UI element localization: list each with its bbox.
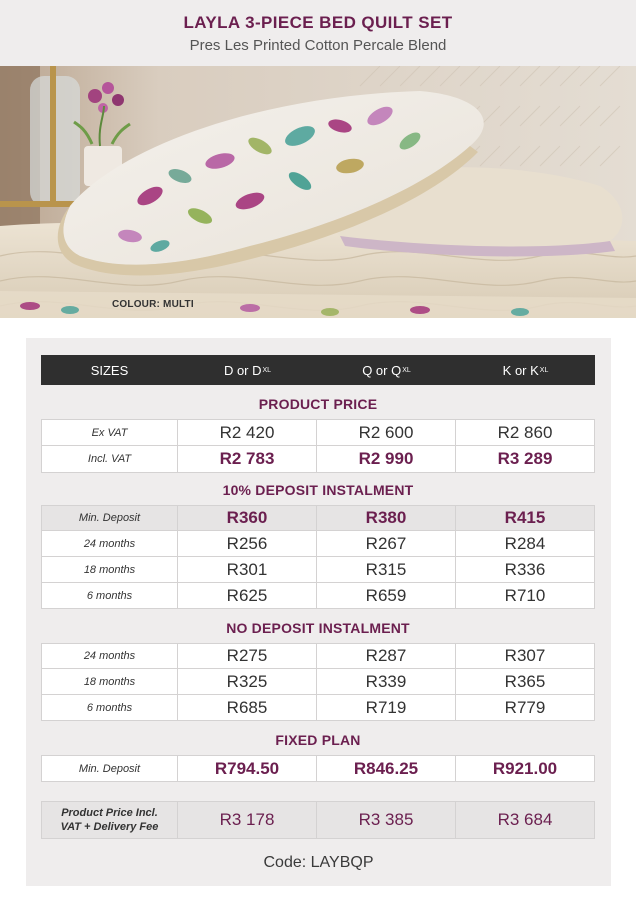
price-cell: R256: [178, 531, 317, 557]
row-label: Ex VAT: [41, 419, 178, 446]
row-label: 18 months: [41, 557, 178, 583]
price-cell: R3 385: [317, 801, 456, 839]
price-cell: R301: [178, 557, 317, 583]
price-cell: R2 420: [178, 419, 317, 446]
price-cell: R284: [456, 531, 595, 557]
price-cell: R307: [456, 643, 595, 669]
table-row: [41, 419, 595, 446]
colour-label: COLOUR: MULTI: [112, 299, 194, 310]
section-title-no-deposit: NO DEPOSIT INSTALMENT: [226, 620, 410, 636]
price-cell: R3 178: [178, 801, 317, 839]
price-cell: R3 289: [456, 446, 595, 473]
table-row-delivery: [41, 801, 595, 839]
product-photo: [0, 66, 636, 318]
section-title-fixed-plan: FIXED PLAN: [275, 732, 361, 748]
table-row: [41, 583, 595, 609]
price-cell: R287: [317, 643, 456, 669]
row-label: 24 months: [41, 643, 178, 669]
pricing-panel: [26, 338, 611, 886]
header-sizes: SIZES: [90, 362, 129, 378]
price-cell: R2 600: [317, 419, 456, 446]
product-code: Code: LAYBQP: [263, 854, 374, 871]
row-label: 6 months: [41, 583, 178, 609]
bedding-illustration: [0, 66, 636, 318]
table-row: [41, 505, 595, 531]
table-header: [41, 355, 595, 385]
row-label: 18 months: [41, 669, 178, 695]
row-label: Product Price Incl. VAT + Delivery Fee: [41, 801, 178, 839]
table-row: [41, 557, 595, 583]
price-cell: R779: [456, 695, 595, 721]
price-cell: R719: [317, 695, 456, 721]
row-label: 24 months: [41, 531, 178, 557]
price-cell: R336: [456, 557, 595, 583]
section-title-deposit-instalment: 10% DEPOSIT INSTALMENT: [222, 482, 414, 498]
price-cell: R267: [317, 531, 456, 557]
price-cell: R339: [317, 669, 456, 695]
table-row: [41, 643, 595, 669]
price-cell: R315: [317, 557, 456, 583]
price-cell: R275: [178, 643, 317, 669]
table-row: [41, 531, 595, 557]
product-subtitle: Pres Les Printed Cotton Percale Blend: [189, 37, 447, 54]
price-cell: R2 783: [178, 446, 317, 473]
row-label: Min. Deposit: [41, 755, 178, 782]
price-cell: R365: [456, 669, 595, 695]
header-size-k: K or K XL: [502, 362, 549, 378]
price-cell: R846.25: [317, 755, 456, 782]
price-cell: R360: [178, 505, 317, 531]
product-title: LAYLA 3-PIECE BED QUILT SET: [183, 13, 453, 32]
price-cell: R2 860: [456, 419, 595, 446]
price-cell: R2 990: [317, 446, 456, 473]
table-row: [41, 755, 595, 782]
section-title-product-price: PRODUCT PRICE: [258, 396, 378, 412]
table-row: [41, 446, 595, 473]
header-size-d: D or D XL: [223, 362, 272, 378]
price-cell: R659: [317, 583, 456, 609]
row-label: Incl. VAT: [41, 446, 178, 473]
price-cell: R3 684: [456, 801, 595, 839]
price-cell: R415: [456, 505, 595, 531]
page-header: [0, 0, 636, 66]
row-label: 6 months: [41, 695, 178, 721]
price-cell: R794.50: [178, 755, 317, 782]
table-row: [41, 695, 595, 721]
row-label: Min. Deposit: [41, 505, 178, 531]
price-cell: R380: [317, 505, 456, 531]
price-cell: R685: [178, 695, 317, 721]
price-cell: R921.00: [456, 755, 595, 782]
header-size-q: Q or Q XL: [362, 362, 411, 378]
price-cell: R325: [178, 669, 317, 695]
price-cell: R625: [178, 583, 317, 609]
price-cell: R710: [456, 583, 595, 609]
table-row: [41, 669, 595, 695]
